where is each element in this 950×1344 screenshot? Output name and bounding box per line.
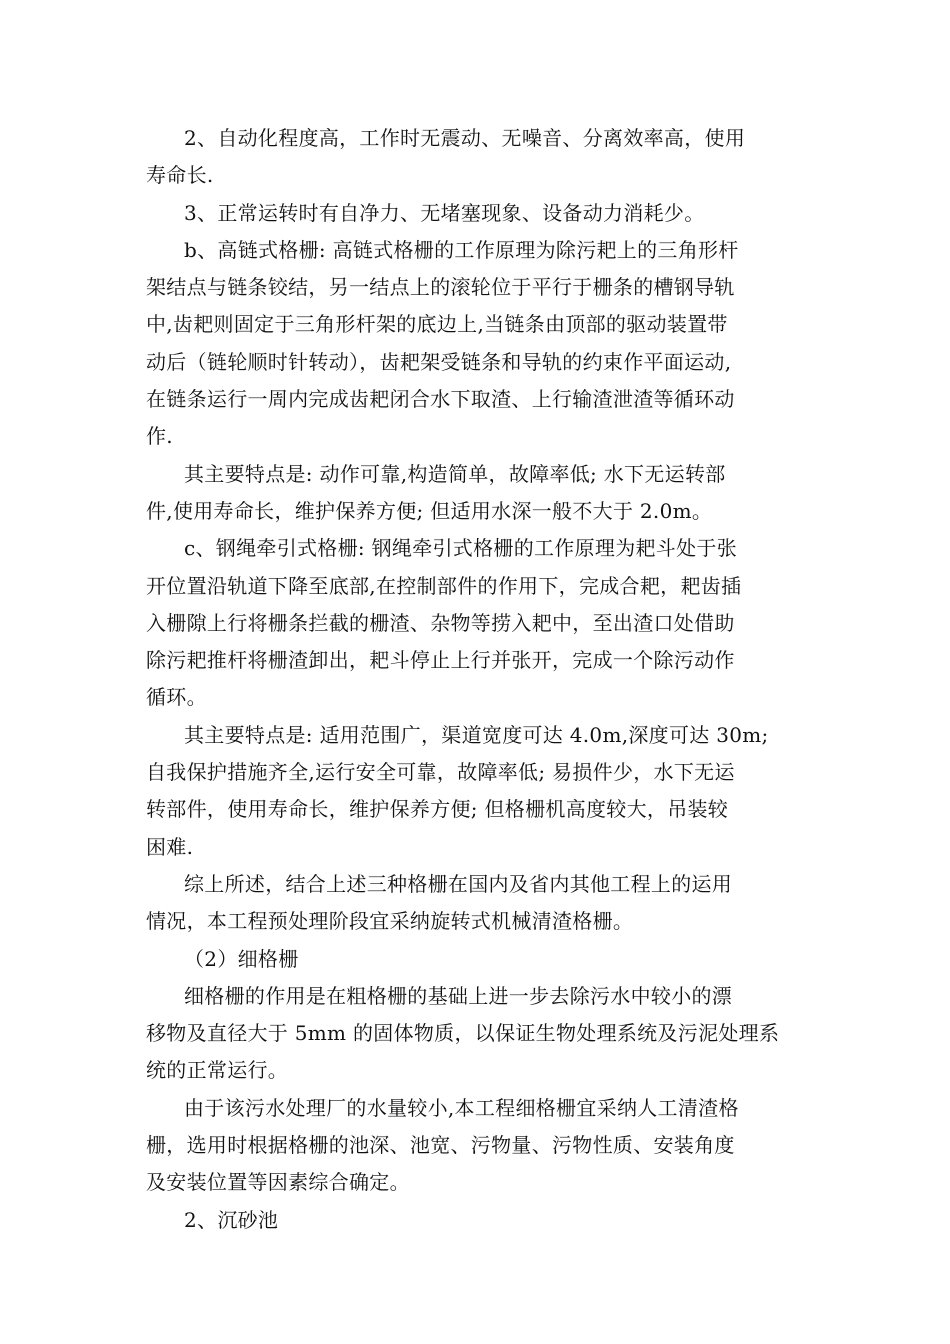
text-line: 作. xyxy=(146,424,173,449)
text-line: b、高链式格栅: 高链式格栅的工作原理为除污耙上的三角形杆 xyxy=(184,237,739,262)
text-line: 统的正常运行。 xyxy=(146,1058,289,1083)
text-line: 2、自动化程度高，工作时无震动、无噪音、分离效率高，使用 xyxy=(184,126,746,150)
text-line: 及安装位置等因素综合确定。 xyxy=(146,1170,410,1195)
text-line: 由于该污水处理厂的水量较小,本工程细格栅宜采纳人工清渣格 xyxy=(184,1095,739,1120)
text-line: 3、正常运转时有自净力、无堵塞现象、设备动力消耗少。 xyxy=(184,200,705,225)
text-line: 除污耙推杆将栅渣卸出，耙斗停止上行并张开，完成一个除污动作 xyxy=(146,648,735,673)
text-line: 自我保护措施齐全,运行安全可靠，故障率低; 易损件少，水下无运 xyxy=(146,760,735,785)
text-line: 移物及直径大于 5mm 的固体物质，以保证生物处理系统及污泥处理系 xyxy=(146,1021,780,1046)
text-line: 件,使用寿命长，维护保养方便; 但适用水深一般不大于 2.0m。 xyxy=(146,498,713,523)
text-line: 中,齿耙则固定于三角形杆架的底边上,当链条由顶部的驱动装置带 xyxy=(146,312,728,337)
text-line: 细格栅的作用是在粗格栅的基础上进一步去除污水中较小的漂 xyxy=(184,983,733,1008)
text-line: （2）细格栅 xyxy=(184,946,299,971)
text-line: 循环。 xyxy=(146,685,207,710)
text-line: 架结点与链条铰结，另一结点上的滚轮位于平行于栅条的槽钢导轨 xyxy=(146,275,735,300)
text-line: c、钢绳牵引式格栅: 钢绳牵引式格栅的工作原理为耙斗处于张 xyxy=(184,536,737,561)
text-line: 情况，本工程预处理阶段宜采纳旋转式机械清渣格栅。 xyxy=(146,909,634,934)
text-line: 转部件，使用寿命长，维护保养方便; 但格栅机高度较大，吊装较 xyxy=(146,797,729,822)
text-line: 其主要特点是: 适用范围广，渠道宽度可达 4.0m,深度可达 30m; xyxy=(184,722,769,747)
text-line: 困难. xyxy=(146,834,194,859)
text-line: 在链条运行一周内完成齿耙闭合水下取渣、上行输渣泄渣等循环动 xyxy=(146,387,735,412)
text-line: 其主要特点是: 动作可靠,构造简单，故障率低; 水下无运转部 xyxy=(184,461,726,486)
body-text xyxy=(146,120,806,1239)
text-line: 栅，选用时根据格栅的池深、池宽、污物量、污物性质、安装角度 xyxy=(146,1133,735,1158)
text-line: 寿命长. xyxy=(146,163,214,188)
text-line: 综上所述，结合上述三种格栅在国内及省内其他工程上的运用 xyxy=(184,871,733,896)
text-line: 入栅隙上行将栅条拦截的栅渣、杂物等捞入耙中，至出渣口处借助 xyxy=(146,610,735,635)
text-line: 开位置沿轨道下降至底部,在控制部件的作用下，完成合耙，耙齿插 xyxy=(146,573,742,598)
text-line: 2、沉砂池 xyxy=(184,1207,279,1232)
text-line: 动后（链轮顺时针转动），齿耙架受链条和导轨的约束作平面运动, xyxy=(146,349,732,374)
